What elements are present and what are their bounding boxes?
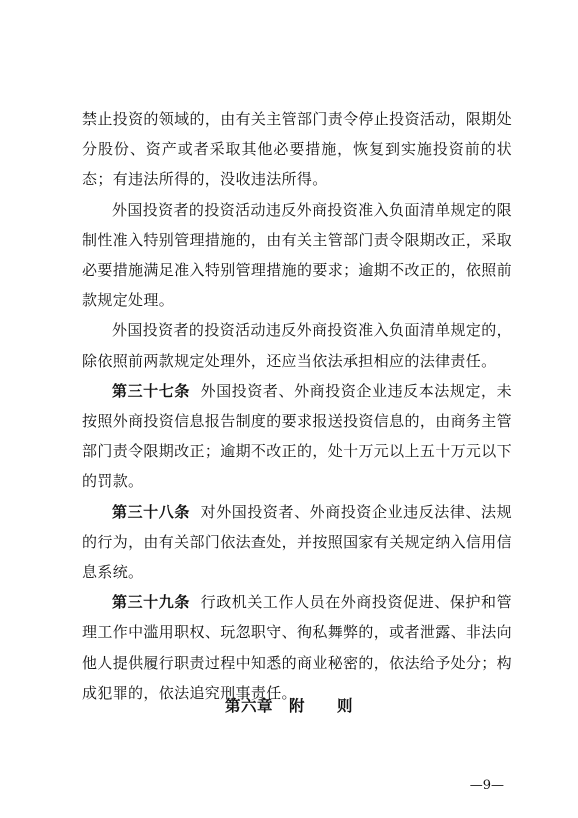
document-body [82, 104, 512, 708]
paragraph-restrictive-measures [82, 195, 512, 316]
paragraph-continuation [82, 104, 512, 195]
paragraph-text: 外国投资者的投资活动违反外商投资准入负面清单规定的，除依照前两款规定处理外，还应当依法承担相应的法律责任。 [82, 321, 512, 370]
article-number: 第三十九条 [112, 593, 190, 612]
article-37 [82, 376, 512, 497]
article-number: 第三十八条 [112, 502, 190, 521]
paragraph-legal-liability [82, 315, 512, 375]
article-text: 行政机关工作人员在外商投资促进、保护和管理工作中滥用职权、玩忽职守、徇私舞弊的，或者泄露、非法向他人提供履行职责过程中知悉的商业秘密的，依法给予处分；构成犯罪的，依法追究刑事责任。 [82, 593, 512, 702]
article-39 [82, 587, 512, 708]
article-text: 外国投资者、外商投资企业违反本法规定，未按照外商投资信息报告制度的要求报送投资信息的，由商务主管部门责令限期改正；逾期不改正的，处十万元以上五十万元以下的罚款。 [82, 381, 512, 491]
article-38 [82, 497, 512, 588]
paragraph-text: 禁止投资的领域的，由有关主管部门责令停止投资活动，限期处分股份、资产或者采取其他必要措施，恢复到实施投资前的状态；有违法所得的，没收违法所得。 [82, 110, 512, 189]
paragraph-text: 外国投资者的投资活动违反外商投资准入负面清单规定的限制性准入特别管理措施的，由有关主管部门责令限期改正，采取必要措施满足准入特别管理措施的要求；逾期不改正的，依照前款规定处理。 [82, 200, 512, 310]
chapter-heading: 第六章 附 则 [224, 697, 353, 715]
article-text: 对外国投资者、外商投资企业违反法律、法规的行为，由有关部门依法查处，并按照国家有关规定纳入信用信息系统。 [82, 502, 512, 582]
article-number: 第三十七条 [112, 381, 190, 400]
page-number: —9— [469, 778, 504, 793]
